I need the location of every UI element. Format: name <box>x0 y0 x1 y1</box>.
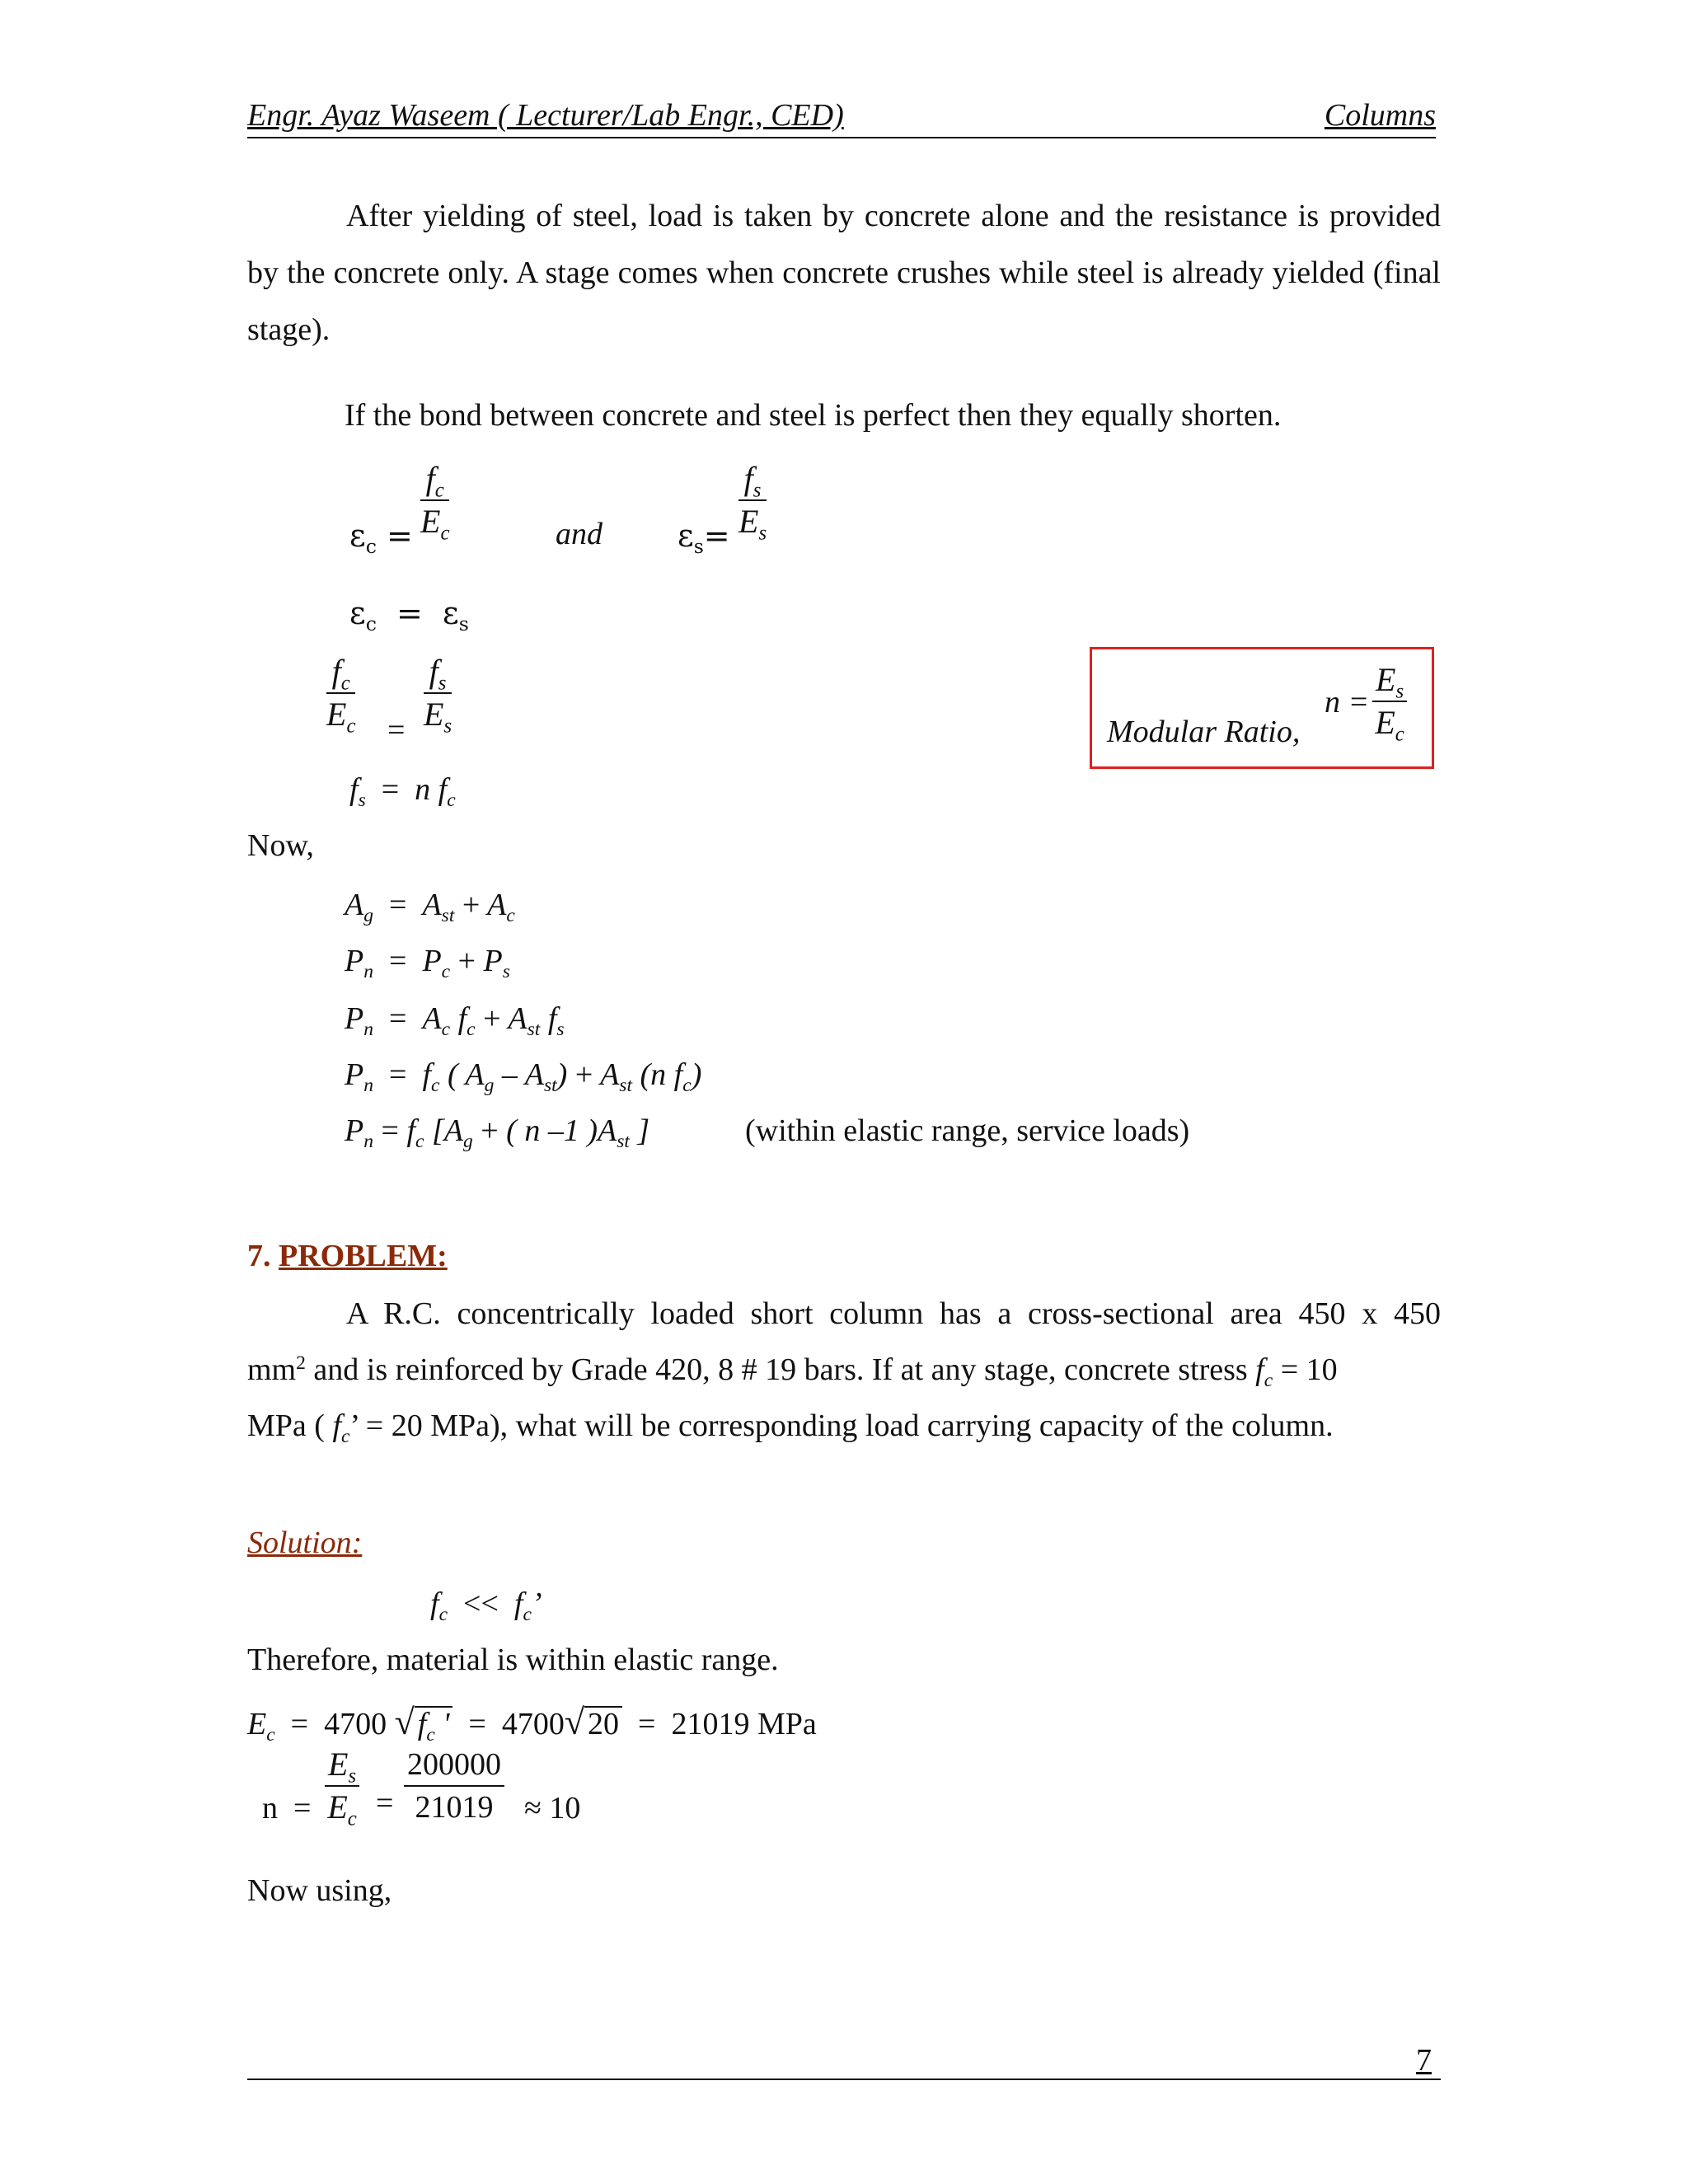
paragraph-yielding: After yielding of steel, load is taken by concrete alone and the resistance is provided by the concrete only. A stage comes when concrete crushes while steel is already yielded (final stage). <box>247 199 1441 347</box>
eq-load-expanded: $P_n = f_c$ ( $A_g - A_{st}) + A_{st}$ (n $f_c$) <box>345 1057 702 1097</box>
problem-line-3: MPa ( $f_c$’ = 20 MPa), what will be corresponding load carrying capacity of the column. <box>247 1408 1334 1448</box>
n-equals: = <box>376 1786 394 1821</box>
strain-steel-lhs: $\varepsilon_s=$ <box>678 518 730 559</box>
n-lhs: n = <box>262 1791 312 1825</box>
problem-line-1: A R.C. concentrically loaded short column has a cross-sectional area 450 x 450 <box>346 1296 1441 1331</box>
problem-title: PROBLEM: <box>279 1239 448 1273</box>
modular-ratio-box <box>1090 647 1434 769</box>
eq-load-final: $P_n = f_c$ [$A_g$ + ( n –1 )$A_{st}$ ] <box>345 1113 650 1153</box>
footer-rule <box>247 2079 1441 2080</box>
header-chapter: Columns <box>1324 98 1436 133</box>
now-label: Now, <box>247 828 314 863</box>
ec-equation: $E_c = 4700$ √ $f_c$ ' = 4700√ 20 = 21019 MPa <box>247 1702 817 1746</box>
strain-steel-fraction: $\frac{f_s}{E_s}$ <box>738 460 767 545</box>
eq-load-stress: $P_n = A_c$ $f_c + A_{st}$ $f_s$ <box>345 1001 565 1041</box>
eq-load-sum: $P_n = P_c + P_s$ <box>345 944 510 983</box>
stress-ratio-concrete: $\frac{f_c}{E_c}$ <box>326 653 356 738</box>
n-fraction-symbolic: $\frac{E_s}{E_c}$ <box>325 1744 359 1828</box>
strain-concrete-fraction: $\frac{f_c}{E_c}$ <box>420 460 450 545</box>
elastic-note: (within elastic range, service loads) <box>745 1113 1190 1148</box>
problem-number: 7. <box>247 1239 271 1273</box>
modular-ratio-fraction: $\frac{E_s}{E_c}$ <box>1372 659 1407 743</box>
paragraph-bond: If the bond between concrete and steel is perfect then they equally shorten. <box>345 398 1282 433</box>
solution-label: Solution: <box>247 1526 363 1560</box>
now-using-text: Now using, <box>247 1873 392 1908</box>
strain-concrete-lhs: $\varepsilon_c$ = <box>349 518 413 559</box>
page-header <box>247 97 1436 138</box>
problem-line-2: $mm^2$ and is reinforced by Grade 420, 8 # 19 bars. If at any stage, concrete stress $f_c = 10$ <box>247 1352 1338 1392</box>
eq-gross-area: $A_g = A_{st} + A_c$ <box>345 888 515 927</box>
stress-comparison: $f_c << f_c$’ <box>430 1586 542 1626</box>
n-fraction-numeric: $\frac{200000}{21019}$ <box>404 1744 504 1828</box>
stress-ratio-steel: $\frac{f_s}{E_s}$ <box>424 653 452 738</box>
strain-equality: $\varepsilon_c = \varepsilon_s$ <box>349 595 469 636</box>
therefore-text: Therefore, material is within elastic range. <box>247 1643 779 1677</box>
modular-ratio-label: Modular Ratio, <box>1107 715 1301 749</box>
equals-sign: = <box>387 713 406 748</box>
modular-ratio-lhs: n = <box>1325 685 1370 719</box>
stress-relation: $f_s = n$ $f_c$ <box>349 772 456 812</box>
problem-heading <box>247 1238 448 1274</box>
n-approx: ≈ 10 <box>524 1791 581 1825</box>
and-label: and <box>556 517 603 551</box>
header-author: Engr. Ayaz Waseem ( Lecturer/Lab Engr., CED) <box>247 98 844 133</box>
page-number: 7 <box>1416 2043 1432 2078</box>
